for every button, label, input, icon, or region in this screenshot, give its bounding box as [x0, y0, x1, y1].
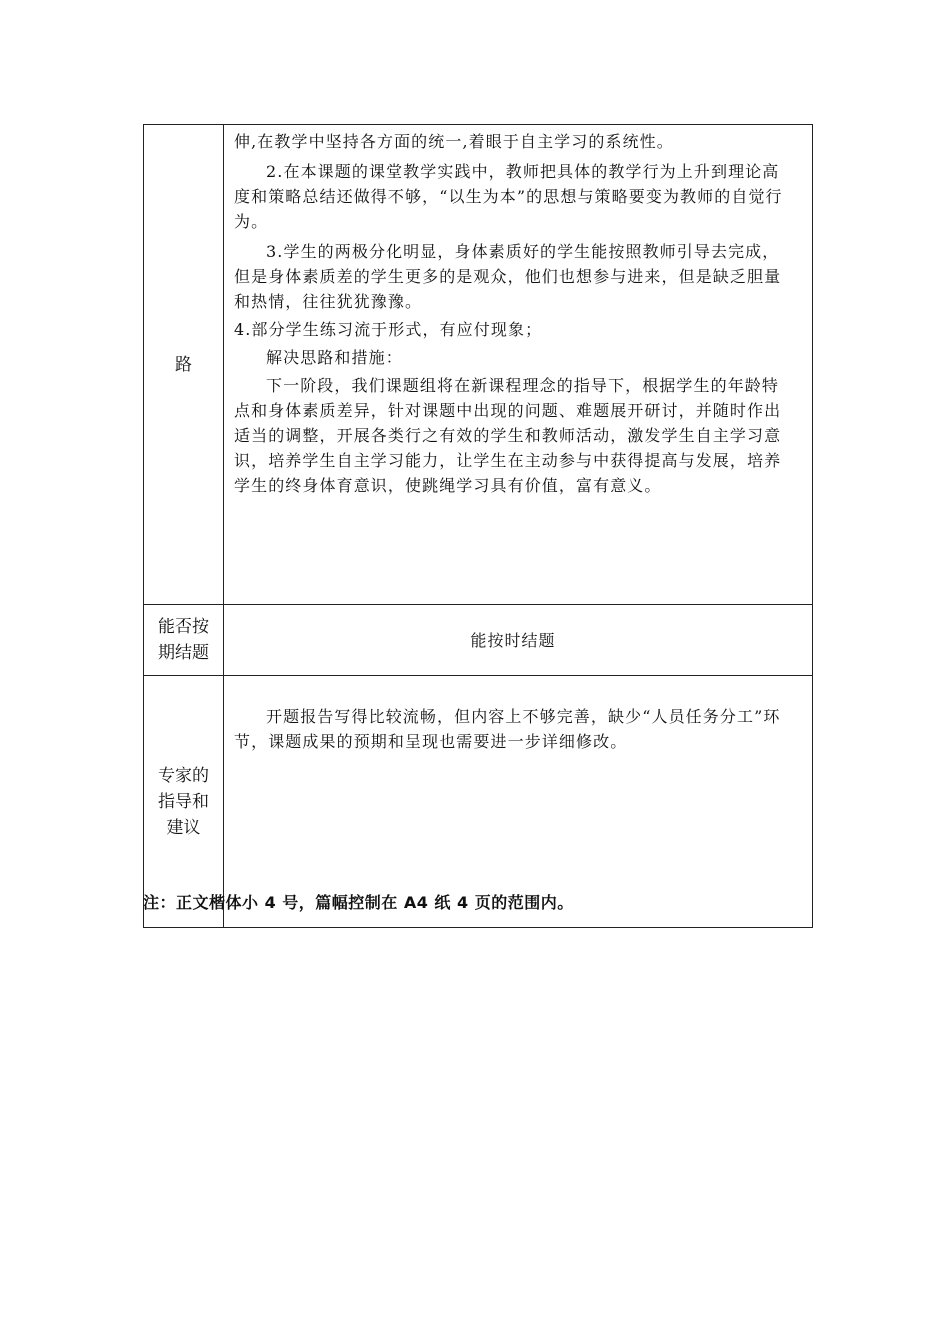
footnote: 注：正文楷体小 4 号，篇幅控制在 A4 纸 4 页的范围内。 — [143, 893, 574, 912]
table-row-schedule — [144, 605, 813, 676]
row-label-progress — [144, 125, 224, 605]
paragraph-item-2: 2.在本课题的课堂教学实践中，教师把具体的教学行为上升到理论高度和策略总结还做得不够，“以生为本”的思想与策略要变为教师的自觉行为。 — [234, 162, 783, 231]
paragraph-continuation: 伸,在教学中坚持各方面的统一,着眼于自主学习的系统性。 — [234, 132, 674, 151]
paragraph-item-3: 3.学生的两极分化明显，身体素质好的学生能按照教师引导去完成，但是身体素质差的学生更多的是观众，他们也想参与进来，但是缺乏胆量和热情，往往犹犹豫豫。 — [234, 242, 782, 311]
row-label-text: 能否按期结题 — [158, 617, 209, 663]
table-row-progress — [144, 125, 813, 605]
paragraph-item-4: 4.部分学生练习流于形式，有应付现象； — [234, 320, 543, 339]
expert-advice: 开题报告写得比较流畅，但内容上不够完善，缺少“人员任务分工”环节，课题成果的预期和呈现也需要进一步详细修改。 — [234, 707, 781, 751]
row-label-schedule — [144, 605, 224, 676]
report-table — [143, 124, 813, 928]
row-label-text: 专家的指导和建议 — [158, 765, 209, 838]
paragraph-solution: 下一阶段，我们课题组将在新课程理念的指导下，根据学生的年龄特点和身体素质差异，针对课题中出现的问题、难题展开研讨，并随时作出适当的调整，开展各类行之有效的学生和教师活动，激发学生自主学习意识，培养学生自主学习能力，让学生在主动参与中获得提高与发展，培养学生的终身体育意识，使跳绳学习具有价值，富有意义。 — [234, 376, 782, 495]
solution-heading: 解决思路和措施： — [266, 348, 403, 367]
progress-content — [224, 125, 813, 605]
row-label-text: 路 — [175, 354, 192, 375]
schedule-value: 能按时结题 — [224, 605, 813, 676]
